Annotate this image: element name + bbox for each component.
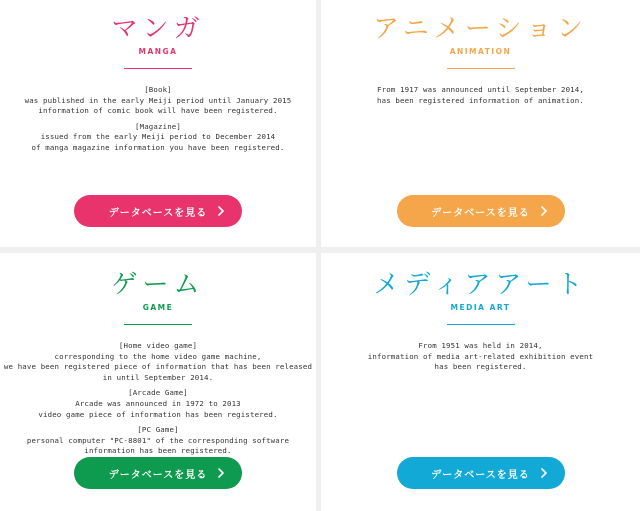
section-description [0,341,316,457]
section-title: メディアアート [373,270,588,300]
card-media-art [321,253,640,511]
section-subtitle: MEDIA ART [450,303,511,312]
section-description [0,85,316,154]
description-line: has been registered information of animation. [377,95,584,105]
description-line: corresponding to the home video game machine, [54,351,262,361]
description-line: issued from the early Meiji period to December 2014 [40,132,276,142]
description-line: has been registered. [434,362,527,372]
description-line: information of media art-related exhibition event [367,351,594,361]
description-line: From 1917 was announced until September 2014, [377,85,584,94]
card-manga [0,0,316,247]
description-line: information of comic book will have been registered. [38,106,278,116]
chevron-right-icon [537,466,551,480]
section-subtitle: ANIMATION [449,47,512,56]
description-line: was published in the early Meiji period until January 2015 [24,95,292,105]
divider [124,324,192,325]
description-line: [PC Game] [137,425,179,435]
description-line: [Magazine] [135,121,181,131]
description-line: [Arcade Game] [128,388,188,398]
description-line: of manga magazine information you have been registered. [31,142,285,152]
chevron-right-icon [214,466,228,480]
button-label: データベースを見る [108,469,208,481]
view-database-button[interactable] [397,457,565,489]
section-subtitle: MANGA [138,47,178,56]
section-subtitle: GAME [142,303,174,312]
card-animation [321,0,640,247]
card-game [0,253,316,511]
description-line: [Book] [144,85,172,94]
section-title: マンガ [111,14,205,44]
button-label: データベースを見る [108,207,208,219]
description-line: video game piece of information has been registered. [38,409,278,419]
section-description [321,341,640,373]
chevron-right-icon [537,204,551,218]
chevron-right-icon [214,204,228,218]
divider [447,324,515,325]
description-line: information has been registered. [84,446,232,456]
section-title: アニメーション [373,14,588,44]
view-database-button[interactable] [74,195,242,227]
view-database-button[interactable] [397,195,565,227]
section-description [321,85,640,106]
section-title: ゲーム [111,270,205,300]
description-line: From 1951 was held in 2014, [418,341,543,350]
description-line: personal computer "PC-8801" of the corresponding software [26,435,290,445]
view-database-button[interactable] [74,457,242,489]
divider [124,68,192,69]
description-line: Arcade was announced in 1972 to 2013 [75,398,241,408]
description-line: [Home video game] [118,341,198,350]
button-label: データベースを見る [431,207,530,219]
description-line: we have been registered piece of information that has been released [3,362,313,372]
description-line: in until September 2014. [102,372,214,382]
button-label: データベースを見る [431,469,530,481]
divider [447,68,515,69]
